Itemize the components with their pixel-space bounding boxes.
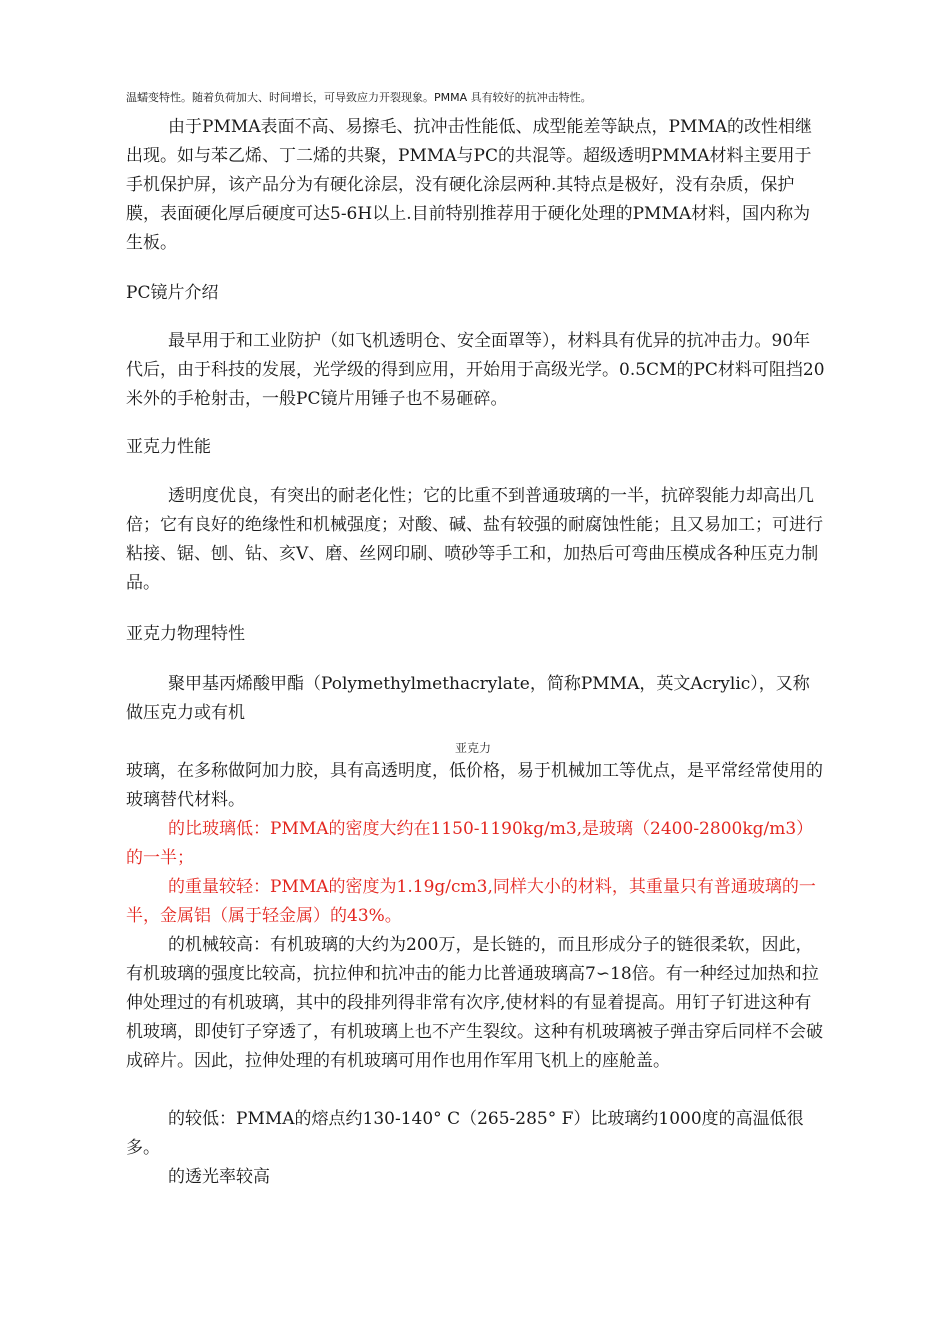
paragraph-melting: 的较低：PMMA的熔点约130-140° C（265-285° F）比玻璃约1000度的高温低很多。: [126, 1109, 804, 1158]
paragraph-acrylic-physical-1: 聚甲基丙烯酸甲酯（Polymethylmethacrylate，简称PMMA，英文Acrylic），又称做压克力或有机: [126, 674, 810, 723]
paragraph-acrylic-physical-2: 玻璃，在多称做阿加力胶，具有高透明度，低价格，易于机械加工等优点，是平常经常使用的玻璃替代材料。: [126, 761, 823, 810]
heading-pc-lens: PC镜片介绍: [126, 283, 219, 303]
red-paragraph-weight: 的重量较轻：PMMA的密度为1.19g/cm3,同样大小的材料，其重量只有普通玻璃的一半，金属铝（属于轻金属）的43%。: [126, 877, 816, 926]
paragraph-pmma-modification: 由于PMMA表面不高、易擦毛、抗冲击性能低、成型能差等缺点，PMMA的改性相继出现。如与苯乙烯、丁二烯的共聚，PMMA与PC的共混等。超级透明PMMA材料主要用于手机保护屏，该产品分为有硬化涂层，没有硬化涂层两种.其特点是极好，没有杂质，保护膜，表面硬化厚后硬度可达5-6H以上.目前特别推荐用于硬化处理的PMMA材料，国内称为生板。: [126, 117, 813, 253]
caption-acrylic: 亚克力: [455, 741, 492, 755]
intro-line: 温蠕变特性。随着负荷加大、时间增长，可导致应力开裂现象。PMMA 具有较好的抗冲击特性。: [126, 91, 592, 104]
paragraph-mechanical: 的机械较高：有机玻璃的大约为200万，是长链的，而且形成分子的链很柔软，因此，有机玻璃的强度比较高，抗拉伸和抗冲击的能力比普通玻璃高7∽18倍。有一种经过加热和拉伸处理过的有机玻璃，其中的段排列得非常有次序,使材料的有显着提高。用钉子钉进这种有机玻璃，即使钉子穿透了，有机玻璃上也不产生裂纹。这种有机玻璃被子弹击穿后同样不会破成碎片。因此，拉伸处理的有机玻璃可用作也用作军用飞机上的座舱盖。: [126, 935, 823, 1071]
heading-acrylic-performance: 亚克力性能: [126, 437, 211, 457]
heading-acrylic-physical: 亚克力物理特性: [126, 624, 245, 644]
red-paragraph-density: 的比玻璃低：PMMA的密度大约在1150-1190kg/m3,是玻璃（2400-2800kg/m3）的一半；: [126, 819, 814, 868]
paragraph-pc-lens: 最早用于和工业防护（如飞机透明仓、安全面罩等），材料具有优异的抗冲击力。90年代后，由于科技的发展，光学级的得到应用，开始用于高级光学。0.5CM的PC材料可阻挡20米外的手枪射击，一般PC镜片用锤子也不易砸碎。: [126, 331, 825, 409]
paragraph-transmittance: 的透光率较高: [168, 1167, 270, 1187]
paragraph-acrylic-performance: 透明度优良，有突出的耐老化性；它的比重不到普通玻璃的一半，抗碎裂能力却高出几倍；它有良好的绝缘性和机械强度；对酸、碱、盐有较强的耐腐蚀性能；且又易加工；可进行粘接、锯、刨、钻、亥V、磨、丝网印刷、喷砂等手工和，加热后可弯曲压模成各种压克力制品。: [126, 486, 823, 593]
